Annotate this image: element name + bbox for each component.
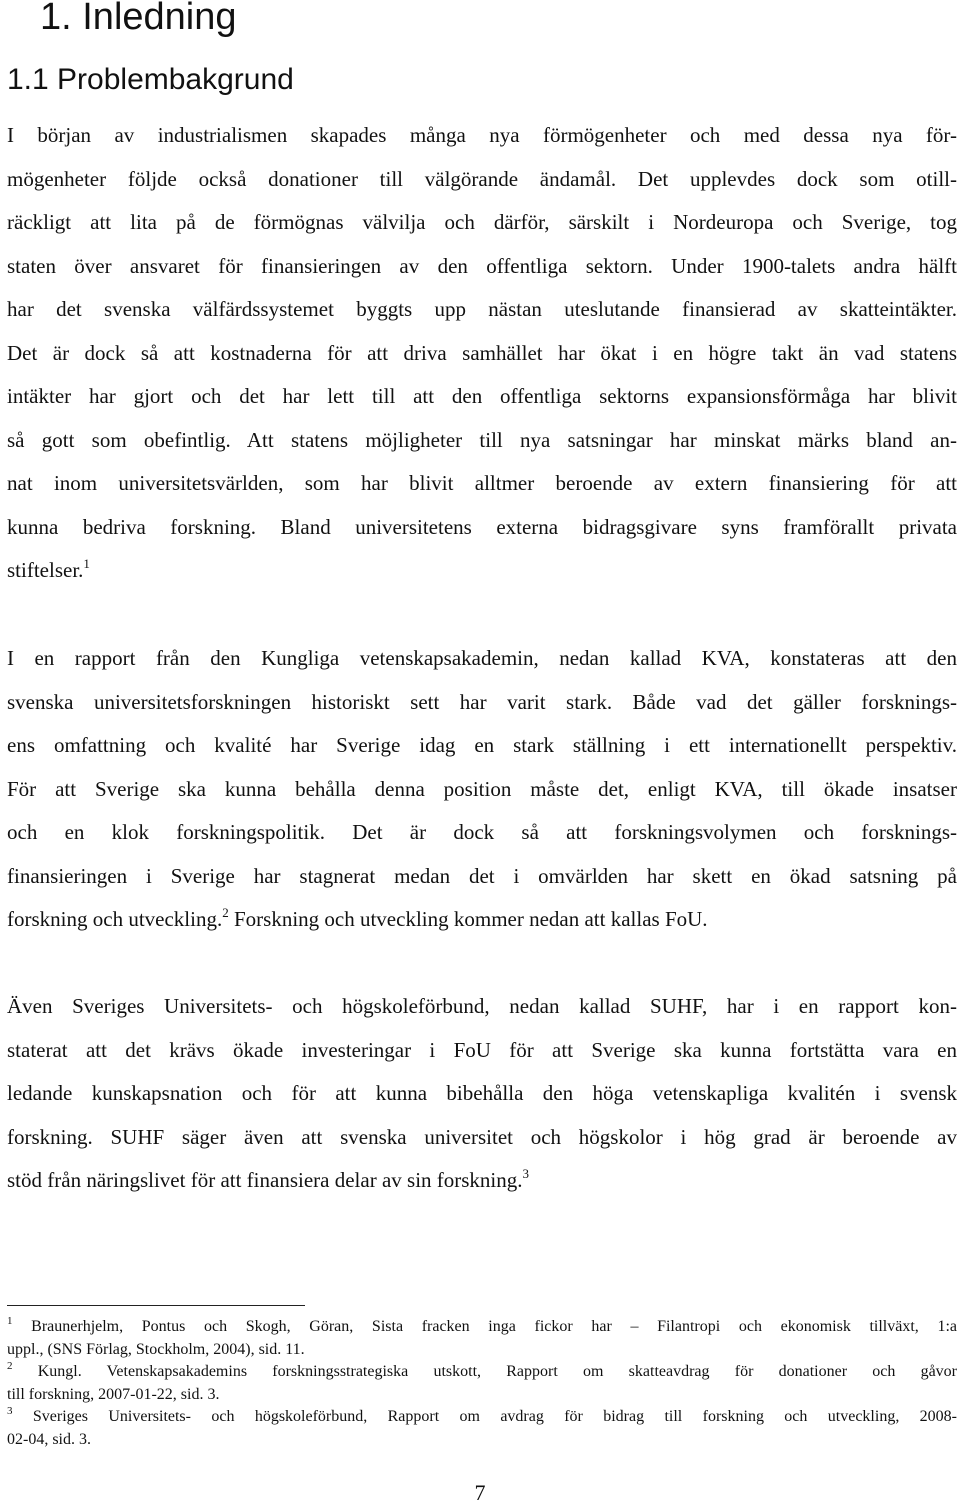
paragraph-line-text: forskning och utveckling. bbox=[7, 907, 223, 931]
paragraph-line: mögenheter följde också donationer till välgörande ändamål. Det upplevdes dock som otill- bbox=[7, 166, 957, 191]
paragraph-1 bbox=[7, 114, 957, 593]
paragraph-last-line bbox=[7, 898, 957, 942]
footnote-reference: 1 bbox=[83, 556, 90, 571]
footnote-text: Braunerhjelm, Pontus och Skogh, Göran, Sista fracken inga fickor har – Filantropi och ekonomisk tillväxt, 1:a bbox=[31, 1318, 957, 1335]
paragraph-last-line bbox=[7, 1159, 957, 1203]
paragraph-line: har det svenska välfärdssystemet byggts upp nästan uteslutande finansierad av skatteintäkter. bbox=[7, 297, 957, 321]
chapter-heading: 1. Inledning bbox=[40, 0, 237, 38]
paragraph-line: kunna bedriva forskning. Bland universitetens externa bidragsgivare syns framförallt privata bbox=[7, 514, 957, 539]
paragraph-line-text: stöd från näringslivet för att finansiera delar av sin forskning. bbox=[7, 1168, 523, 1192]
paragraph-line: räckligt att lita på de förmögnas välvilja och därför, särskilt i Nordeuropa och Sverige, tog bbox=[7, 210, 957, 234]
page-number: 7 bbox=[474, 1480, 486, 1505]
paragraph-line: forskning. SUHF säger även att svenska universitet och högskolor i hög grad är beroende av bbox=[7, 1124, 957, 1149]
footnote-text: Sveriges Universitets- och högskoleförbund, Rapport om avdrag för bidrag till forskning och utveckling, 2008- bbox=[32, 1408, 958, 1425]
paragraph-line-text: Forskning och utveckling kommer nedan att kallas FoU. bbox=[228, 907, 708, 931]
paragraph-3 bbox=[7, 985, 957, 1203]
footnote-3 bbox=[7, 1406, 957, 1429]
paragraph-line: staten över ansvaret för finansieringen av den offentliga sektorn. Under 1900-talets andra hälft bbox=[7, 253, 957, 278]
footnote-number: 3 bbox=[7, 1405, 13, 1417]
footnote-number: 2 bbox=[7, 1360, 13, 1372]
footnote-separator bbox=[7, 1305, 305, 1306]
paragraph-line: staterat att det krävs ökade investeringar i FoU för att Sverige ska kunna fortstätta vara en bbox=[7, 1037, 957, 1062]
paragraph-line-text: stiftelser. bbox=[7, 558, 84, 582]
footnote-3-continued: 02-04, sid. 3. bbox=[7, 1430, 91, 1448]
paragraph-line: ens omfattning och kvalité har Sverige idag en stark ställning i ett internationellt perspektiv. bbox=[7, 733, 957, 757]
footnote-1 bbox=[7, 1316, 957, 1339]
paragraph-line: svenska universitetsforskningen historiskt sett har varit stark. Både vad det gäller forsknings- bbox=[7, 689, 957, 714]
paragraph-line: I början av industrialismen skapades många nya förmögenheter och med dessa nya för- bbox=[7, 123, 957, 147]
paragraph-line: så gott som obefintlig. Att statens möjligheter till nya satsningar har minskat märks bland an- bbox=[7, 427, 957, 452]
paragraph-last-line bbox=[7, 549, 957, 593]
paragraph-line: För att Sverige ska kunna behålla denna position måste det, enligt KVA, till ökade insatser bbox=[7, 776, 957, 801]
paragraph-line: och en klok forskningspolitik. Det är dock så att forskningsvolymen och forsknings- bbox=[7, 820, 957, 844]
footnote-1-continued: uppl., (SNS Förlag, Stockholm, 2004), sid. 11. bbox=[7, 1340, 305, 1358]
footnote-number: 1 bbox=[7, 1315, 13, 1327]
footnote-reference: 3 bbox=[522, 1166, 530, 1181]
paragraph-line: Även Sveriges Universitets- och högskoleförbund, nedan kallad SUHF, har i en rapport kon- bbox=[7, 994, 957, 1018]
paragraph-line: finansieringen i Sverige har stagnerat medan det i omvärlden har skett en ökad satsning på bbox=[7, 863, 957, 888]
footnote-reference: 2 bbox=[222, 905, 229, 920]
paragraph-line: nat inom universitetsvärlden, som har blivit alltmer beroende av extern finansiering för att bbox=[7, 471, 957, 495]
footnote-2 bbox=[7, 1361, 957, 1384]
paragraph-line: intäkter har gjort och det har lett till att den offentliga sektorns expansionsförmåga har blivit bbox=[7, 384, 957, 408]
paragraph-line: I en rapport från den Kungliga vetenskapsakademin, nedan kallad KVA, konstateras att den bbox=[7, 646, 957, 670]
paragraph-line: ledande kunskapsnation och för att kunna bibehålla den höga vetenskapliga kvalitén i svensk bbox=[7, 1081, 957, 1105]
section-heading: 1.1 Problembakgrund bbox=[7, 63, 294, 96]
paragraph-line: Det är dock så att kostnaderna för att driva samhället har ökat i en högre takt än vad statens bbox=[7, 340, 957, 365]
footnote-2-continued: till forskning, 2007-01-22, sid. 3. bbox=[7, 1385, 220, 1403]
paragraph-2 bbox=[7, 637, 957, 942]
footnote-text: Kungl. Vetenskapsakademins forskningsstrategiska utskott, Rapport om skatteavdrag för donationer och gåvor bbox=[37, 1363, 958, 1380]
footnotes bbox=[7, 1316, 957, 1451]
